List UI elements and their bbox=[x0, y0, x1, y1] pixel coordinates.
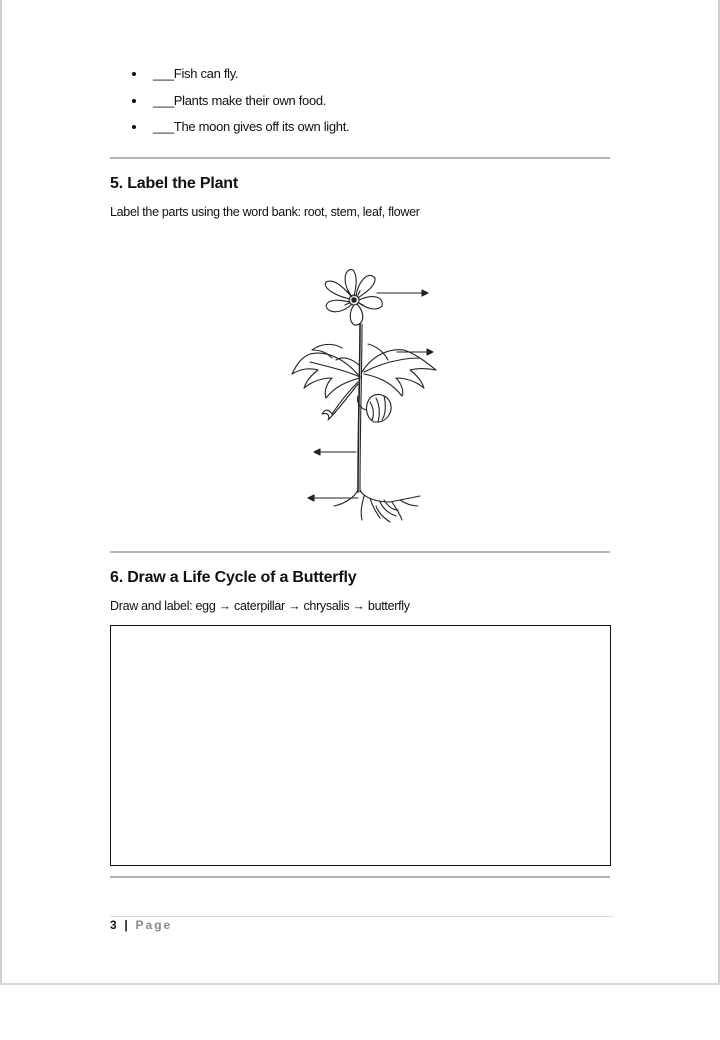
statement-text: Plants make their own food. bbox=[173, 92, 327, 108]
bullet-icon bbox=[132, 99, 136, 103]
page-label: Page bbox=[135, 918, 173, 932]
statement-text: Fish can fly. bbox=[173, 66, 239, 81]
list-item bbox=[110, 64, 349, 91]
flower-icon bbox=[325, 270, 382, 325]
plant-diagram bbox=[280, 262, 450, 528]
page-bottom-edge bbox=[0, 983, 720, 985]
true-false-list bbox=[110, 64, 349, 144]
section-5-title: 5. Label the Plant bbox=[110, 175, 238, 192]
page-number: 3 bbox=[110, 918, 118, 932]
section-6-title: 6. Draw a Life Cycle of a Butterfly bbox=[110, 569, 357, 586]
statement-text: The moon gives off its own light. bbox=[173, 119, 350, 134]
page-footer bbox=[110, 918, 172, 932]
section-divider bbox=[110, 157, 610, 159]
leaf-icon bbox=[292, 344, 360, 420]
section-divider bbox=[110, 876, 610, 878]
bud-icon bbox=[357, 395, 391, 422]
section-divider bbox=[110, 551, 610, 553]
drawing-area[interactable] bbox=[110, 625, 611, 866]
list-item bbox=[110, 91, 349, 118]
list-item bbox=[110, 117, 349, 144]
bullet-icon bbox=[132, 125, 136, 129]
section-5-instruction: Label the parts using the word bank: root, stem, leaf, flower bbox=[110, 205, 420, 219]
section-6-instruction: Draw and label: egg → caterpillar → chrysalis → butterfly bbox=[110, 599, 410, 613]
answer-blank: ___ bbox=[153, 92, 174, 108]
root-icon bbox=[334, 490, 420, 522]
footer-divider bbox=[110, 916, 613, 917]
page-left-edge bbox=[0, 0, 2, 985]
bullet-icon bbox=[132, 72, 136, 76]
answer-blank: ___ bbox=[153, 66, 174, 81]
answer-blank: ___ bbox=[153, 119, 174, 134]
footer-separator: | bbox=[124, 918, 129, 932]
